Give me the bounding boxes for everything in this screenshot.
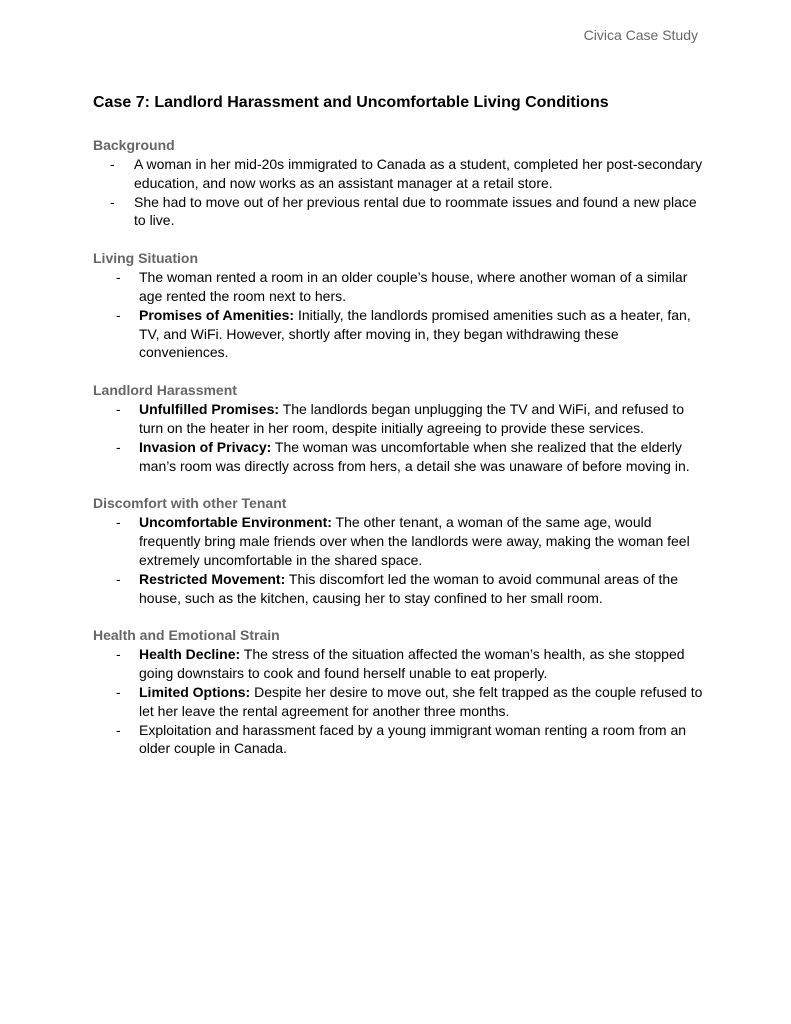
section-heading: Landlord Harassment	[93, 382, 237, 399]
section-heading: Discomfort with other Tenant	[93, 495, 287, 512]
list-item: - The woman rented a room in an older couple’s house, where another woman of a similar age rented the room next to hers.	[93, 268, 703, 306]
list-item: - She had to move out of her previous rental due to roommate issues and found a new place to live.	[93, 193, 703, 231]
list-item: - Uncomfortable Environment: The other tenant, a woman of the same age, would frequently bring male friends over when the landlords were away, making the woman feel extremely uncomfortable in the shared space.	[93, 513, 703, 569]
list-item: - Limited Options: Despite her desire to move out, she felt trapped as the couple refused to let her leave the rental agreement for another three months.	[93, 683, 703, 721]
document-title: Case 7: Landlord Harassment and Uncomfortable Living Conditions	[93, 94, 609, 111]
bullet-list	[93, 645, 703, 758]
bullet-list	[93, 513, 703, 607]
section-living-situation	[93, 249, 703, 362]
document-body	[93, 92, 703, 777]
section-health-strain	[93, 626, 703, 758]
bullet-list	[93, 155, 703, 230]
list-item: - Exploitation and harassment faced by a young immigrant woman renting a room from an older couple in Canada.	[93, 721, 703, 759]
section-discomfort-tenant	[93, 494, 703, 607]
list-item: - Invasion of Privacy: The woman was uncomfortable when she realized that the elderly man’s room was directly across from hers, a detail she was unaware of before moving in.	[93, 438, 703, 476]
list-item: - Promises of Amenities: Initially, the landlords promised amenities such as a heater, fan, TV, and WiFi. However, shortly after moving in, they began withdrawing these conveniences.	[93, 306, 703, 362]
list-item: - Unfulfilled Promises: The landlords began unplugging the TV and WiFi, and refused to turn on the heater in her room, despite initially agreeing to provide these services.	[93, 400, 703, 438]
section-landlord-harassment	[93, 381, 703, 475]
bullet-list	[93, 400, 703, 475]
section-background	[93, 136, 703, 230]
document-header: Civica Case Study	[583, 27, 698, 43]
list-item: - Health Decline: The stress of the situation affected the woman’s health, as she stopped going downstairs to cook and found herself unable to eat properly.	[93, 645, 703, 683]
section-heading: Background	[93, 137, 175, 153]
list-item: - A woman in her mid-20s immigrated to Canada as a student, completed her post-secondary education, and now works as an assistant manager at a retail store.	[93, 155, 703, 193]
section-heading: Living Situation	[93, 250, 198, 267]
bullet-list	[93, 268, 703, 362]
list-item: - Restricted Movement: This discomfort led the woman to avoid communal areas of the house, such as the kitchen, causing her to stay confined to her small room.	[93, 570, 703, 608]
section-heading: Health and Emotional Strain	[93, 627, 280, 644]
